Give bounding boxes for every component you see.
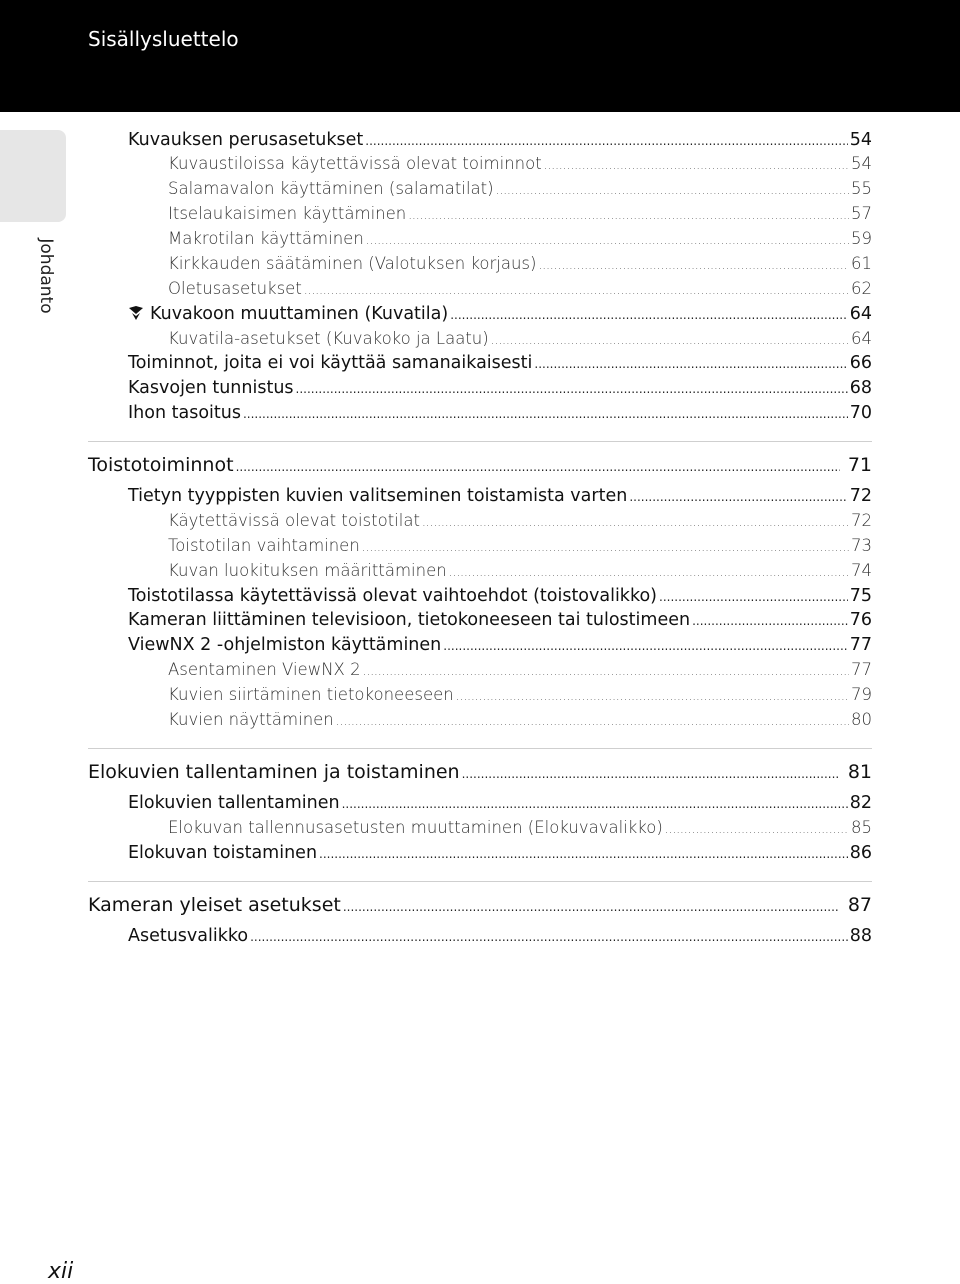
toc-chapter[interactable] [88,453,872,477]
dot-leader [365,128,847,153]
dot-leader [443,633,847,658]
dot-leader [659,584,848,609]
toc-entry-title: Oletusasetukset [168,279,302,298]
toc-entry[interactable] [168,227,872,251]
toc-entry-page: 81 [847,761,872,783]
toc-entry-title-wrap [128,302,448,326]
dot-leader [491,327,849,352]
toc-entry-title: Asetusvalikko [128,926,249,946]
toc-entry-title: Toistotilassa käytettävissä olevat vaihtoehdot (toistovalikko) [128,586,657,606]
dot-leader [296,376,848,401]
toc-entry-page: 62 [851,279,872,298]
toc-entry[interactable] [168,534,872,558]
toc-entry[interactable] [168,559,872,583]
toc-entry[interactable] [168,327,872,351]
toc-entry-title: Tietyn tyyppisten kuvien valitseminen toistamista varten [128,486,628,506]
toc-entry-title: Asentaminen ViewNX 2 [168,660,361,679]
dot-leader [363,658,849,683]
toc-entry-page: 57 [851,204,872,223]
toc-entry-title: Kuvaustiloissa käytettävissä olevat toiminnot [168,154,542,173]
toc-entry-page: 55 [851,179,872,198]
toc-entry[interactable] [128,351,872,375]
toc-entry-page: 87 [847,894,872,916]
section-tab-label: Johdanto [36,238,56,314]
toc-entry-title: Itselaukaisimen käyttäminen [168,204,407,223]
section-divider [88,881,872,882]
page-header [0,0,960,112]
toc-entry-page: 64 [851,329,872,348]
page-number: xii [48,1259,74,1284]
dot-leader [496,177,849,202]
toc-entry-page: 72 [851,511,872,530]
toc-entry[interactable] [168,277,872,301]
toc-entry-title: Toiminnot, joita ei voi käyttää samanaikaisesti [128,353,533,373]
toc-entry-title: Salamavalon käyttäminen (salamatilat) [168,179,494,198]
dot-leader [692,608,848,633]
toc-entry[interactable] [168,509,872,533]
toc-entry[interactable] [128,791,872,815]
toc-entry[interactable] [128,841,872,865]
dot-leader [343,893,840,919]
toc-entry-page: 61 [851,254,872,273]
dot-leader [366,227,849,252]
toc-entry[interactable] [168,177,872,201]
dot-leader [342,791,848,816]
toc-entry[interactable] [128,584,872,608]
dot-leader [462,760,840,786]
dot-leader [408,202,849,227]
toc-entry-page: 54 [851,154,872,173]
toc-entry-page: 72 [849,486,872,506]
toc-entry-title: Kuvien näyttäminen [168,710,334,729]
dot-leader [422,509,849,534]
toc-entry-page: 75 [849,586,872,606]
toc-entry-page: 68 [849,378,872,398]
toc-entry[interactable] [168,152,872,176]
dot-leader [236,453,840,479]
toc-entry-page: 85 [851,818,872,837]
dot-leader [665,816,849,841]
toc-entry-page: 88 [849,926,872,946]
toc-entry-page: 86 [849,843,872,863]
toc-entry[interactable] [128,376,872,400]
toc-entry-page: 71 [847,454,872,476]
toc-entry-title: Kuvauksen perusasetukset [128,130,364,150]
toc-entry-page: 82 [849,793,872,813]
toc-chapter[interactable] [88,760,872,784]
toc-entry-title: Elokuvien tallentaminen ja toistaminen [88,761,460,783]
dot-leader [319,841,848,866]
toc-entry-title: Toistotoiminnot [88,454,234,476]
toc-entry-page: 77 [849,635,872,655]
toc-entry-page: 77 [851,660,872,679]
dot-leader [362,534,849,559]
toc-entry[interactable] [168,816,872,840]
dot-leader [304,277,849,302]
toc-entry-title: Toistotilan vaihtaminen [168,536,360,555]
toc-entry[interactable] [168,683,872,707]
toc-entry[interactable] [128,401,872,425]
toc-entry[interactable] [168,202,872,226]
toc-entry-page: 79 [851,685,872,704]
toc-entry[interactable] [128,608,872,632]
toc-entry-title: Kuvien siirtäminen tietokoneeseen [168,685,454,704]
toc-entry-title: Kuvan luokituksen määrittäminen [168,561,447,580]
toc-entry[interactable] [128,924,872,948]
toc-entry[interactable] [168,708,872,732]
toc-entry-title: Kuvatila-asetukset (Kuvakoko ja Laatu) [168,329,489,348]
toc-entry-title: Ihon tasoitus [128,403,241,423]
image-mode-icon [128,305,144,321]
section-tab [0,130,66,222]
dot-leader [456,683,849,708]
dot-leader [336,708,849,733]
dot-leader [544,152,849,177]
dot-leader [450,302,848,327]
toc-entry-page: 76 [849,610,872,630]
toc-entry[interactable] [168,658,872,682]
toc-entry-page: 64 [849,304,872,324]
dot-leader [243,401,848,426]
section-divider [88,441,872,442]
toc-entry-title: Kirkkauden säätäminen (Valotuksen korjaus) [168,254,537,273]
page-title: Sisällysluettelo [88,27,239,51]
toc-entry[interactable] [128,633,872,657]
toc-entry-title: Käytettävissä olevat toistotilat [168,511,420,530]
toc-entry-title: Kasvojen tunnistus [128,378,294,398]
toc-entry-title: Kuvakoon muuttaminen (Kuvatila) [150,304,449,324]
dot-leader [629,484,847,509]
toc-entry-title: Kameran yleiset asetukset [88,894,341,916]
toc-entry-page: 74 [851,561,872,580]
toc-entry-title: Elokuvan tallennusasetusten muuttaminen (Elokuvavalikko) [168,818,663,837]
toc-entry-title: Makrotilan käyttäminen [168,229,364,248]
toc-entry[interactable] [128,484,872,508]
toc-entry-page: 73 [851,536,872,555]
toc-entry-page: 59 [851,229,872,248]
toc-entry-title: Kameran liittäminen televisioon, tietokoneeseen tai tulostimeen [128,610,691,630]
toc-entry[interactable] [168,252,872,276]
dot-leader [449,559,849,584]
dot-leader [534,351,847,376]
toc-entry-page: 54 [849,130,872,150]
toc-entry[interactable] [128,302,872,326]
dot-leader [250,924,848,949]
toc-entry-page: 80 [851,710,872,729]
toc-entry-page: 66 [849,353,872,373]
dot-leader [538,252,849,277]
toc-chapter[interactable] [88,893,872,917]
toc-entry-title: Elokuvien tallentaminen [128,793,340,813]
toc-entry[interactable] [128,128,872,152]
toc-entry-title: Elokuvan toistaminen [128,843,318,863]
section-divider [88,748,872,749]
toc-entry-title: ViewNX 2 -ohjelmiston käyttäminen [128,635,442,655]
toc-entry-page: 70 [849,403,872,423]
